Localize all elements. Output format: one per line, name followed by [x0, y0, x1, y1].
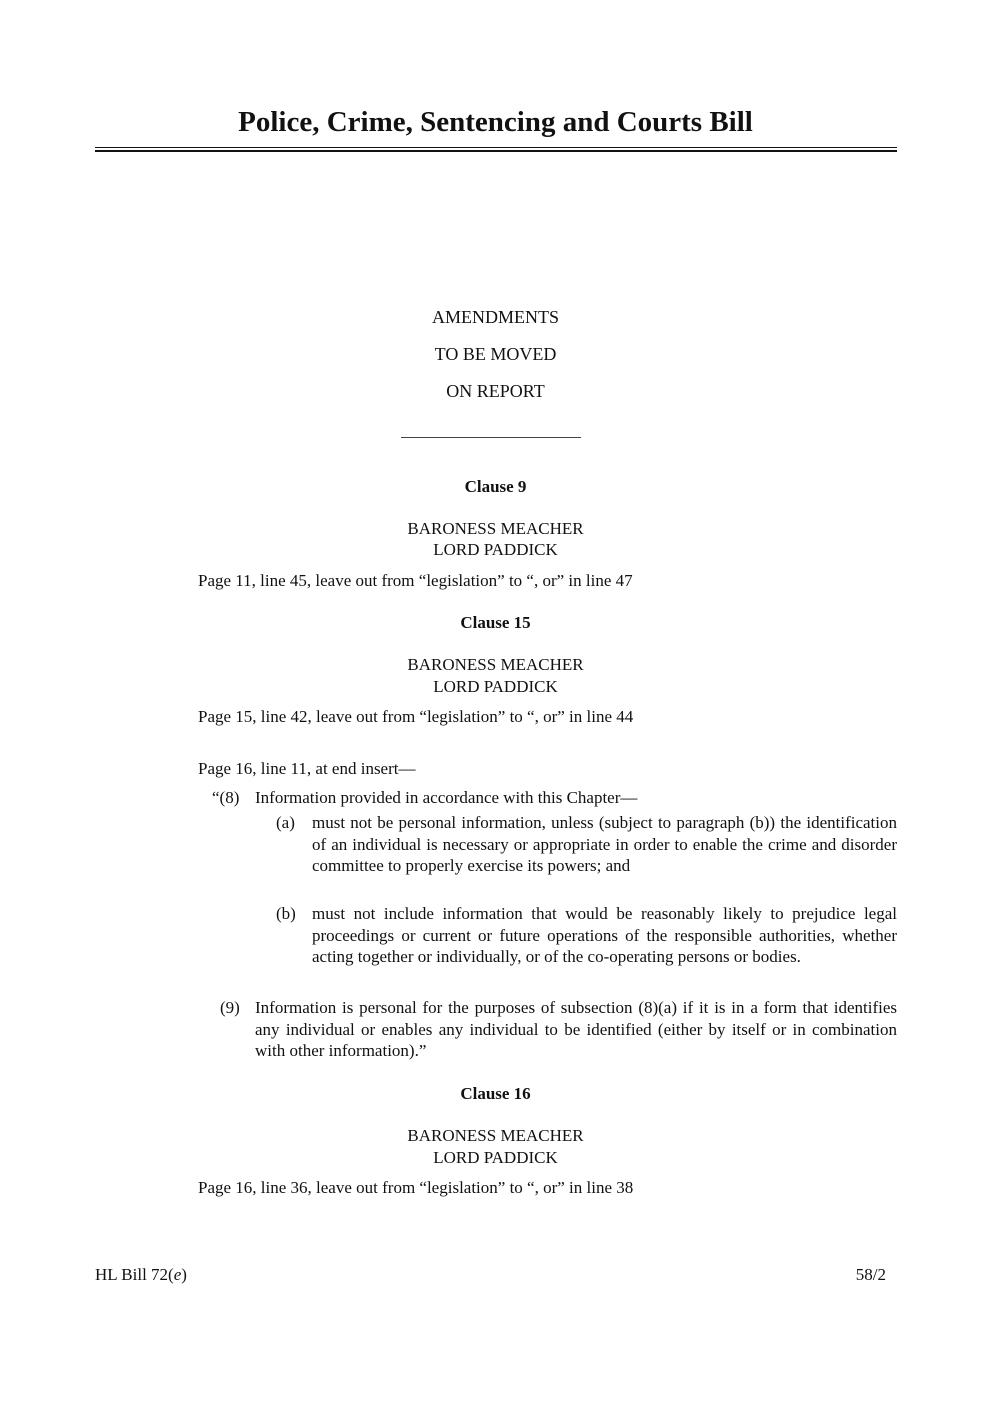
- paragraph-text: must not include information that would be reasonably likely to prejudice legal proceedings or current or future operations of the responsible authorities, whether acting together or individually, or of the co-operating persons or bodies.: [312, 904, 897, 966]
- mover-name: LORD PADDICK: [433, 677, 558, 696]
- clause-heading: Clause 16: [460, 1084, 531, 1103]
- bill-reference: [95, 1265, 187, 1285]
- paragraph-b: [276, 903, 897, 968]
- mover-name: BARONESS MEACHER: [407, 1126, 584, 1145]
- mover-name: LORD PADDICK: [433, 1148, 558, 1167]
- paragraph-number: (a): [276, 813, 295, 832]
- subsection-9: [212, 997, 897, 1062]
- clause-heading: Clause 9: [464, 477, 527, 496]
- heading-divider: [401, 437, 581, 438]
- paragraph-number: (b): [276, 904, 296, 923]
- bill-ref-end: ): [181, 1265, 187, 1284]
- mover-name: LORD PADDICK: [433, 540, 558, 559]
- paragraph-a: [276, 812, 897, 877]
- title-rule-thin: [95, 147, 897, 148]
- document-title: Police, Crime, Sentencing and Courts Bill: [238, 106, 753, 138]
- heading-line-2: TO BE MOVED: [434, 344, 557, 364]
- bill-ref-italic: e: [173, 1265, 182, 1284]
- heading-line-1: AMENDMENTS: [431, 307, 559, 327]
- clause-heading: Clause 15: [460, 613, 531, 632]
- mover-name: BARONESS MEACHER: [407, 655, 584, 674]
- bill-ref-text: HL Bill 72(: [95, 1265, 174, 1284]
- mover-name: BARONESS MEACHER: [407, 519, 584, 538]
- amendment-text: Page 11, line 45, leave out from “legislation” to “, or” in line 47: [198, 571, 633, 590]
- paragraph-text: must not be personal information, unless (subject to paragraph (b)) the identification of an individual is necessary or appropriate in order to enable the crime and disorder committee to properly exercise its powers; and: [312, 813, 897, 875]
- subsection-number: “(8): [212, 788, 240, 807]
- subsection-text: Information provided in accordance with this Chapter—: [255, 788, 638, 807]
- subsection-text: Information is personal for the purposes of subsection (8)(a) if it is in a form that identifies any individual or enables any individual to be identified (either by itself or in combination with other information).”: [255, 998, 897, 1060]
- heading-line-3: ON REPORT: [446, 381, 545, 401]
- amendment-text: Page 15, line 42, leave out from “legislation” to “, or” in line 44: [198, 707, 634, 726]
- subsection-number: (9): [220, 998, 240, 1017]
- title-rule-thick: [95, 150, 897, 152]
- subsection-8: [212, 787, 897, 809]
- amendment-text: Page 16, line 36, leave out from “legislation” to “, or” in line 38: [198, 1178, 634, 1197]
- amendment-text: Page 16, line 11, at end insert—: [198, 759, 416, 778]
- page-reference: 58/2: [855, 1265, 886, 1284]
